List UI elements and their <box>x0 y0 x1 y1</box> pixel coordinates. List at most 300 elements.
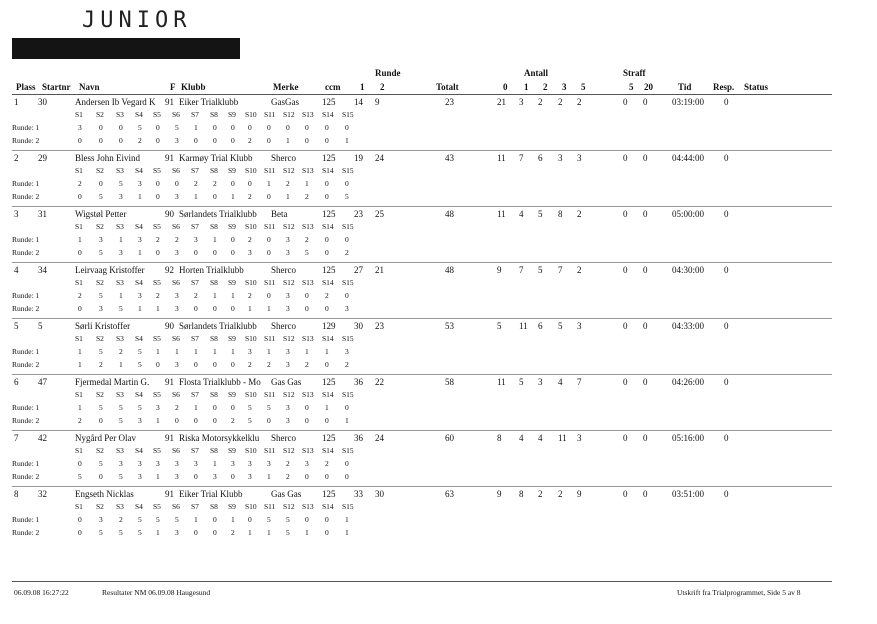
section-score: 1 <box>248 528 252 537</box>
round-label: Runde: 2 <box>12 304 40 313</box>
section-score: 5 <box>119 416 123 425</box>
entry-startnr: 5 <box>38 321 43 331</box>
entry-resp: 0 <box>724 489 729 499</box>
round-label: Runde: 2 <box>12 192 40 201</box>
entry-divider <box>12 374 832 375</box>
section-label: S8 <box>210 334 218 343</box>
entry-a3: 2 <box>558 97 563 107</box>
entry-resp: 0 <box>724 377 729 387</box>
section-label: S2 <box>96 502 104 511</box>
section-label: S11 <box>264 278 276 287</box>
section-score: 1 <box>231 347 235 356</box>
section-label: S4 <box>135 334 143 343</box>
footer-timestamp: 06.09.08 16:27:22 <box>14 588 69 597</box>
section-score: 5 <box>267 403 271 412</box>
header-merke: Merke <box>273 82 299 92</box>
entry-totalt: 23 <box>445 97 454 107</box>
entry-r2: 30 <box>375 489 384 499</box>
entry-f: 91 <box>165 97 174 107</box>
section-score: 5 <box>138 528 142 537</box>
section-label: S1 <box>75 222 83 231</box>
section-label: S12 <box>283 390 295 399</box>
entry-f: 90 <box>165 209 174 219</box>
header-antall-group: Antall <box>524 68 549 78</box>
section-score: 1 <box>248 304 252 313</box>
section-score: 0 <box>345 179 349 188</box>
entry-a2: 5 <box>538 209 543 219</box>
section-label: S10 <box>245 334 257 343</box>
entry-divider <box>12 430 832 431</box>
section-score: 1 <box>267 347 271 356</box>
entry-startnr: 30 <box>38 97 47 107</box>
entry-a2: 3 <box>538 377 543 387</box>
section-score: 1 <box>345 515 349 524</box>
section-score: 0 <box>194 416 198 425</box>
header-a5: 5 <box>581 82 586 92</box>
section-score: 0 <box>345 123 349 132</box>
section-label: S13 <box>302 278 314 287</box>
entry-r2: 25 <box>375 209 384 219</box>
section-score: 3 <box>286 291 290 300</box>
section-label: S14 <box>322 110 334 119</box>
entry-a1: 5 <box>519 377 524 387</box>
section-score: 0 <box>213 416 217 425</box>
header-s20: 20 <box>644 82 653 92</box>
entry-navn: Nygård Per Olav <box>75 433 136 443</box>
section-score: 2 <box>138 136 142 145</box>
section-score: 2 <box>305 235 309 244</box>
entry-merke: Sherco <box>271 153 296 163</box>
section-score: 3 <box>286 360 290 369</box>
section-score: 0 <box>78 136 82 145</box>
entry-merke: Sherco <box>271 321 296 331</box>
section-label: S2 <box>96 446 104 455</box>
entry-a5: 3 <box>577 321 582 331</box>
entry-s20: 0 <box>643 97 648 107</box>
section-score: 3 <box>156 403 160 412</box>
header-tid: Tid <box>678 82 692 92</box>
header-navn: Navn <box>79 82 100 92</box>
section-score: 0 <box>267 136 271 145</box>
section-score: 3 <box>194 235 198 244</box>
entry-a3: 3 <box>558 153 563 163</box>
entry-r2: 9 <box>375 97 380 107</box>
section-score: 1 <box>175 347 179 356</box>
header-r2: 2 <box>380 82 385 92</box>
section-label: S5 <box>153 110 161 119</box>
entry-a5: 2 <box>577 209 582 219</box>
section-score: 0 <box>194 528 198 537</box>
entry-r1: 14 <box>354 97 363 107</box>
section-score: 5 <box>119 528 123 537</box>
section-score: 2 <box>231 528 235 537</box>
section-score: 1 <box>267 528 271 537</box>
entry-plass: 7 <box>14 433 19 443</box>
section-score: 3 <box>345 347 349 356</box>
section-label: S3 <box>116 390 124 399</box>
section-label: S7 <box>191 222 199 231</box>
section-label: S2 <box>96 334 104 343</box>
section-label: S7 <box>191 278 199 287</box>
section-score: 5 <box>138 347 142 356</box>
entry-r2: 21 <box>375 265 384 275</box>
entry-plass: 6 <box>14 377 19 387</box>
section-score: 0 <box>345 235 349 244</box>
section-score: 0 <box>194 136 198 145</box>
section-score: 0 <box>231 235 235 244</box>
header-status: Status <box>744 82 769 92</box>
section-score: 0 <box>325 235 329 244</box>
entry-totalt: 58 <box>445 377 454 387</box>
round-label: Runde: 1 <box>12 291 40 300</box>
section-score: 0 <box>213 528 217 537</box>
entry-r1: 33 <box>354 489 363 499</box>
entry-a5: 3 <box>577 153 582 163</box>
section-score: 0 <box>305 403 309 412</box>
section-label: S13 <box>302 502 314 511</box>
entry-a1: 3 <box>519 97 524 107</box>
section-score: 5 <box>156 515 160 524</box>
entry-s5: 0 <box>623 433 628 443</box>
section-score: 1 <box>78 403 82 412</box>
header-runde-group: Runde <box>375 68 401 78</box>
section-label: S11 <box>264 166 276 175</box>
section-score: 5 <box>99 459 103 468</box>
section-score: 0 <box>175 179 179 188</box>
section-score: 2 <box>248 136 252 145</box>
section-score: 1 <box>213 291 217 300</box>
section-score: 5 <box>99 403 103 412</box>
round-label: Runde: 2 <box>12 360 40 369</box>
section-score: 0 <box>325 248 329 257</box>
section-score: 3 <box>99 515 103 524</box>
entry-startnr: 47 <box>38 377 47 387</box>
entry-r1: 19 <box>354 153 363 163</box>
section-score: 0 <box>156 123 160 132</box>
section-score: 2 <box>286 179 290 188</box>
section-score: 5 <box>138 403 142 412</box>
section-score: 0 <box>231 472 235 481</box>
section-label: S2 <box>96 222 104 231</box>
section-label: S6 <box>172 446 180 455</box>
section-score: 3 <box>138 472 142 481</box>
section-score: 0 <box>78 192 82 201</box>
section-score: 5 <box>267 515 271 524</box>
entry-klubb: Karmøy Trial Klubb <box>179 153 253 163</box>
entry-r1: 36 <box>354 433 363 443</box>
entry-a2: 2 <box>538 489 543 499</box>
section-label: S10 <box>245 222 257 231</box>
section-score: 1 <box>156 304 160 313</box>
entry-a2: 6 <box>538 153 543 163</box>
entry-a2: 5 <box>538 265 543 275</box>
entry-s20: 0 <box>643 377 648 387</box>
section-score: 0 <box>231 179 235 188</box>
header-a3: 3 <box>562 82 567 92</box>
section-score: 1 <box>156 472 160 481</box>
section-score: 2 <box>267 360 271 369</box>
section-score: 5 <box>99 291 103 300</box>
entry-s5: 0 <box>623 97 628 107</box>
section-score: 5 <box>119 472 123 481</box>
section-score: 3 <box>286 403 290 412</box>
entry-navn: Engseth Nicklas <box>75 489 134 499</box>
section-score: 5 <box>99 347 103 356</box>
section-score: 3 <box>175 304 179 313</box>
section-score: 3 <box>175 472 179 481</box>
section-label: S12 <box>283 502 295 511</box>
section-label: S8 <box>210 278 218 287</box>
section-score: 1 <box>78 235 82 244</box>
entry-a0: 11 <box>497 209 506 219</box>
section-score: 1 <box>325 403 329 412</box>
entry-f: 92 <box>165 265 174 275</box>
entry-f: 91 <box>165 433 174 443</box>
section-label: S6 <box>172 334 180 343</box>
section-score: 0 <box>305 416 309 425</box>
section-label: S6 <box>172 278 180 287</box>
entry-tid: 04:30:00 <box>672 265 705 275</box>
section-label: S6 <box>172 166 180 175</box>
section-score: 0 <box>305 515 309 524</box>
entry-a0: 11 <box>497 153 506 163</box>
section-score: 3 <box>213 472 217 481</box>
entry-s20: 0 <box>643 433 648 443</box>
section-label: S3 <box>116 502 124 511</box>
round-label: Runde: 2 <box>12 472 40 481</box>
section-score: 2 <box>78 179 82 188</box>
entry-s5: 0 <box>623 489 628 499</box>
entry-ccm: 125 <box>322 489 336 499</box>
section-score: 1 <box>305 179 309 188</box>
entry-totalt: 53 <box>445 321 454 331</box>
section-label: S1 <box>75 502 83 511</box>
section-score: 0 <box>325 192 329 201</box>
section-label: S14 <box>322 390 334 399</box>
section-label: S15 <box>342 334 354 343</box>
section-score: 3 <box>248 459 252 468</box>
section-label: S15 <box>342 278 354 287</box>
section-label: S5 <box>153 502 161 511</box>
section-label: S7 <box>191 502 199 511</box>
section-score: 0 <box>213 515 217 524</box>
entry-f: 90 <box>165 321 174 331</box>
section-label: S15 <box>342 222 354 231</box>
section-score: 0 <box>305 123 309 132</box>
entry-a2: 6 <box>538 321 543 331</box>
section-score: 3 <box>78 123 82 132</box>
section-score: 1 <box>231 515 235 524</box>
section-score: 5 <box>175 515 179 524</box>
entry-tid: 04:44:00 <box>672 153 705 163</box>
section-score: 0 <box>99 472 103 481</box>
section-score: 2 <box>175 403 179 412</box>
entry-a2: 4 <box>538 433 543 443</box>
section-label: S8 <box>210 502 218 511</box>
section-score: 0 <box>194 472 198 481</box>
section-score: 0 <box>248 123 252 132</box>
header-a2: 2 <box>543 82 548 92</box>
section-score: 2 <box>305 192 309 201</box>
section-score: 0 <box>248 179 252 188</box>
section-label: S7 <box>191 390 199 399</box>
entry-a0: 21 <box>497 97 506 107</box>
section-score: 2 <box>345 248 349 257</box>
section-label: S14 <box>322 334 334 343</box>
entry-a1: 4 <box>519 209 524 219</box>
section-score: 0 <box>325 528 329 537</box>
section-score: 5 <box>248 416 252 425</box>
section-score: 1 <box>119 360 123 369</box>
entry-a3: 11 <box>558 433 567 443</box>
section-score: 1 <box>213 459 217 468</box>
section-label: S14 <box>322 222 334 231</box>
section-score: 3 <box>138 235 142 244</box>
section-label: S3 <box>116 110 124 119</box>
entry-s5: 0 <box>623 321 628 331</box>
entry-totalt: 43 <box>445 153 454 163</box>
section-score: 1 <box>138 304 142 313</box>
section-score: 5 <box>175 123 179 132</box>
section-score: 0 <box>194 360 198 369</box>
section-label: S4 <box>135 390 143 399</box>
entry-tid: 04:33:00 <box>672 321 705 331</box>
entry-divider <box>12 318 832 319</box>
entry-merke: Beta <box>271 209 288 219</box>
section-label: S11 <box>264 334 276 343</box>
entry-divider <box>12 206 832 207</box>
section-score: 3 <box>286 304 290 313</box>
section-label: S8 <box>210 166 218 175</box>
entry-klubb: Sørlandets Trialklubb <box>179 209 257 219</box>
entry-klubb: Eiker Trial Klubb <box>179 489 243 499</box>
redaction-bar <box>12 38 240 59</box>
section-score: 1 <box>286 192 290 201</box>
entry-merke: Gas Gas <box>271 489 302 499</box>
section-label: S7 <box>191 166 199 175</box>
section-label: S13 <box>302 390 314 399</box>
section-score: 0 <box>345 472 349 481</box>
section-score: 3 <box>175 248 179 257</box>
entry-divider <box>12 262 832 263</box>
section-label: S3 <box>116 334 124 343</box>
entry-merke: Sherco <box>271 433 296 443</box>
section-label: S9 <box>228 278 236 287</box>
section-score: 0 <box>78 459 82 468</box>
section-score: 3 <box>138 291 142 300</box>
section-label: S6 <box>172 110 180 119</box>
section-label: S8 <box>210 390 218 399</box>
section-score: 3 <box>119 459 123 468</box>
section-score: 0 <box>156 179 160 188</box>
section-score: 1 <box>325 347 329 356</box>
footer-printout: Utskrift fra Trialprogrammet, Side 5 av 8 <box>677 588 801 597</box>
entry-klubb: Eiker Trialklubb <box>179 97 239 107</box>
section-score: 0 <box>156 248 160 257</box>
section-label: S11 <box>264 446 276 455</box>
section-score: 1 <box>119 291 123 300</box>
entry-navn: Sørli Kristoffer <box>75 321 131 331</box>
section-label: S10 <box>245 390 257 399</box>
section-score: 0 <box>78 528 82 537</box>
section-score: 0 <box>267 192 271 201</box>
section-label: S10 <box>245 110 257 119</box>
entry-resp: 0 <box>724 265 729 275</box>
entry-f: 91 <box>165 153 174 163</box>
entry-a0: 9 <box>497 489 502 499</box>
entry-a3: 2 <box>558 489 563 499</box>
section-score: 0 <box>119 123 123 132</box>
section-score: 3 <box>175 360 179 369</box>
entry-plass: 5 <box>14 321 19 331</box>
round-label: Runde: 1 <box>12 179 40 188</box>
entry-navn: Leirvaag Kristoffer <box>75 265 145 275</box>
section-score: 0 <box>305 304 309 313</box>
section-score: 2 <box>248 192 252 201</box>
section-score: 3 <box>267 459 271 468</box>
section-score: 3 <box>99 235 103 244</box>
header-totalt: Totalt <box>436 82 459 92</box>
section-label: S15 <box>342 502 354 511</box>
section-score: 3 <box>345 304 349 313</box>
entry-totalt: 48 <box>445 209 454 219</box>
entry-plass: 4 <box>14 265 19 275</box>
entry-startnr: 32 <box>38 489 47 499</box>
section-score: 3 <box>175 528 179 537</box>
entry-r1: 30 <box>354 321 363 331</box>
entry-totalt: 60 <box>445 433 454 443</box>
header-plass: Plass <box>16 82 36 92</box>
section-score: 0 <box>99 123 103 132</box>
section-label: S4 <box>135 166 143 175</box>
section-score: 1 <box>305 347 309 356</box>
entry-resp: 0 <box>724 153 729 163</box>
entry-klubb: Flosta Trialklubb - Mo <box>179 377 261 387</box>
entry-r2: 24 <box>375 433 384 443</box>
section-score: 2 <box>345 360 349 369</box>
section-label: S9 <box>228 390 236 399</box>
entry-r2: 22 <box>375 377 384 387</box>
entry-a0: 9 <box>497 265 502 275</box>
section-label: S12 <box>283 446 295 455</box>
entry-a0: 8 <box>497 433 502 443</box>
section-label: S8 <box>210 222 218 231</box>
section-score: 5 <box>78 472 82 481</box>
entry-startnr: 34 <box>38 265 47 275</box>
section-score: 3 <box>138 416 142 425</box>
round-label: Runde: 2 <box>12 248 40 257</box>
entry-klubb: Riska Motorsykkelklu <box>179 433 260 443</box>
section-score: 2 <box>305 360 309 369</box>
entry-s20: 0 <box>643 265 648 275</box>
section-label: S2 <box>96 278 104 287</box>
section-score: 2 <box>156 235 160 244</box>
section-score: 1 <box>78 360 82 369</box>
entry-merke: Sherco <box>271 265 296 275</box>
section-score: 0 <box>305 291 309 300</box>
section-score: 0 <box>267 416 271 425</box>
entry-s20: 0 <box>643 209 648 219</box>
section-score: 3 <box>286 416 290 425</box>
entry-a5: 9 <box>577 489 582 499</box>
entry-a1: 8 <box>519 489 524 499</box>
section-label: S11 <box>264 110 276 119</box>
header-ccm: ccm <box>325 82 341 92</box>
entry-r2: 24 <box>375 153 384 163</box>
section-score: 3 <box>286 347 290 356</box>
section-score: 3 <box>248 347 252 356</box>
section-score: 0 <box>325 136 329 145</box>
